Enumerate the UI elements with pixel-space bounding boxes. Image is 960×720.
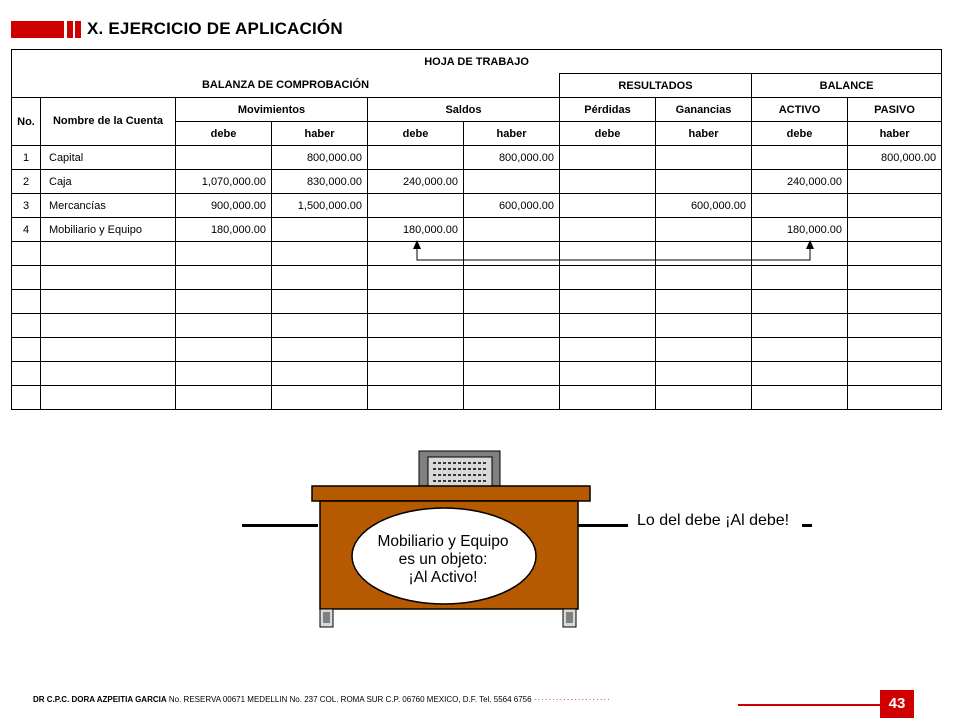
connector-arrow xyxy=(417,247,810,260)
account-name: Capital xyxy=(41,146,176,170)
footer-author: DR C.P.C. DORA AZPEITIA GARCIA xyxy=(33,695,167,704)
row-number: 1 xyxy=(12,146,41,170)
row-number: 4 xyxy=(12,218,41,242)
col-header: debe xyxy=(560,122,656,146)
col-header: debe xyxy=(368,122,464,146)
amount-cell: 180,000.00 xyxy=(176,218,272,242)
section-title: X. EJERCICIO DE APLICACIÓN xyxy=(87,19,343,38)
header-activo: ACTIVO xyxy=(752,98,848,122)
amount-cell: 1,500,000.00 xyxy=(272,194,368,218)
desk-note-line: es un objeto: xyxy=(398,551,488,568)
amount-cell: 240,000.00 xyxy=(752,170,848,194)
group-balanza: BALANZA DE COMPROBACIÓN xyxy=(12,74,560,98)
right-line-tail xyxy=(802,524,812,527)
row-number: 2 xyxy=(12,170,41,194)
account-name: Mobiliario y Equipo xyxy=(41,218,176,242)
amount-cell: 800,000.00 xyxy=(464,146,560,170)
footer-text xyxy=(33,695,611,704)
col-header: haber xyxy=(848,122,942,146)
arrow-head-left xyxy=(413,240,421,249)
side-note: Lo del debe ¡Al debe! xyxy=(637,512,790,529)
amount-cell: 1,070,000.00 xyxy=(176,170,272,194)
amount-cell: 180,000.00 xyxy=(752,218,848,242)
amount-cell: 900,000.00 xyxy=(176,194,272,218)
header-no: No. xyxy=(12,98,41,146)
amount-cell: 800,000.00 xyxy=(848,146,942,170)
amount-cell: 240,000.00 xyxy=(368,170,464,194)
header-movimientos: Movimientos xyxy=(176,98,368,122)
amount-cell: 180,000.00 xyxy=(368,218,464,242)
col-header: haber xyxy=(656,122,752,146)
footer-details: No. RESERVA 00671 MEDELLIN No. 237 COL. ROMA SUR C.P. 06760 MEXICO, D.F. Tel. 5564 6756 xyxy=(168,695,532,704)
footer-line xyxy=(738,704,880,706)
amount-cell: 830,000.00 xyxy=(272,170,368,194)
desk-note-line: ¡Al Activo! xyxy=(408,569,478,586)
account-name: Caja xyxy=(41,170,176,194)
col-header: debe xyxy=(176,122,272,146)
group-resultados: RESULTADOS xyxy=(560,74,752,98)
col-header: haber xyxy=(464,122,560,146)
header-saldos: Saldos xyxy=(368,98,560,122)
header-nombre: Nombre de la Cuenta xyxy=(41,98,176,146)
arrow-head-right xyxy=(806,240,814,249)
worksheet-title: HOJA DE TRABAJO xyxy=(12,50,942,74)
row-number: 3 xyxy=(12,194,41,218)
desk-note xyxy=(358,533,528,587)
amount-cell: 600,000.00 xyxy=(464,194,560,218)
account-name: Mercancías xyxy=(41,194,176,218)
page-number: 43 xyxy=(880,690,914,718)
amount-cell: 600,000.00 xyxy=(656,194,752,218)
col-header: haber xyxy=(272,122,368,146)
footer-dots: ····················· xyxy=(533,695,611,704)
desk-note-line: Mobiliario y Equipo xyxy=(377,533,509,550)
group-balance: BALANCE xyxy=(752,74,942,98)
header-ganancias: Ganancias xyxy=(656,98,752,122)
left-line xyxy=(242,524,318,527)
header-perdidas: Pérdidas xyxy=(560,98,656,122)
header-pasivo: PASIVO xyxy=(848,98,942,122)
col-header: debe xyxy=(752,122,848,146)
amount-cell: 800,000.00 xyxy=(272,146,368,170)
